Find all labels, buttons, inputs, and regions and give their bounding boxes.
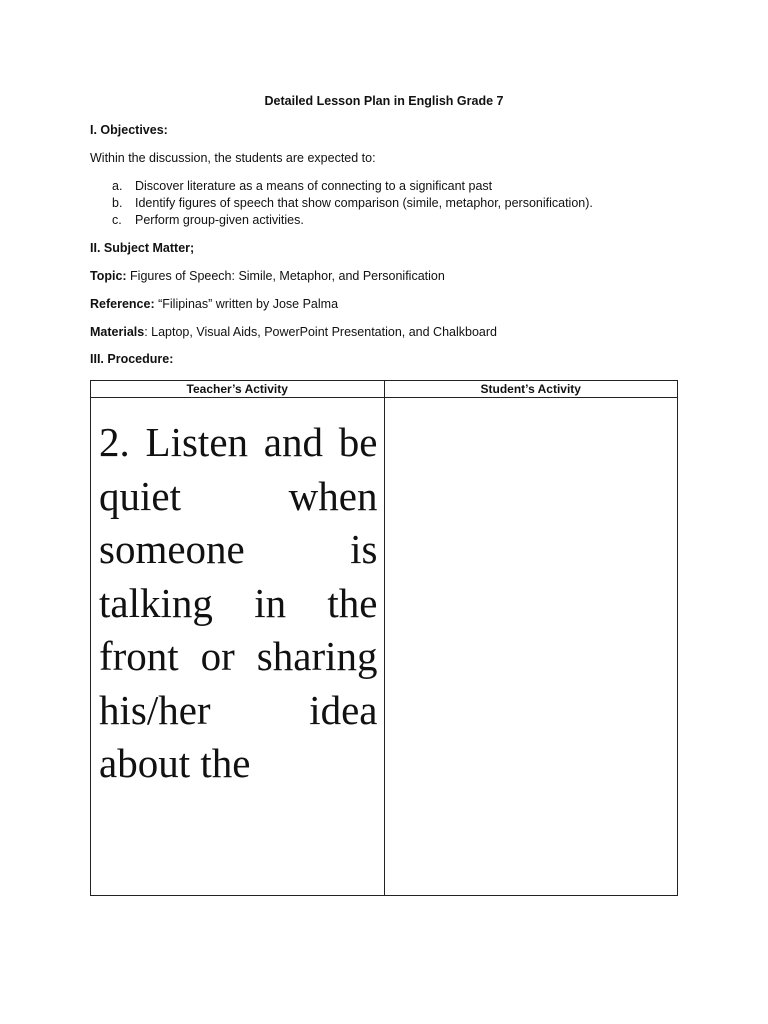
teacher-activity-header: Teacher’s Activity (91, 381, 385, 398)
list-item: b. Identify figures of speech that show comparison (simile, metaphor, personification). (112, 196, 593, 210)
page-title: Detailed Lesson Plan in English Grade 7 (264, 94, 504, 108)
student-activity-header: Student’s Activity (384, 381, 678, 398)
procedure-heading: III. Procedure: (90, 352, 174, 366)
topic-label: Topic: (90, 269, 127, 283)
list-item: a. Discover literature as a means of connecting to a significant past (112, 179, 493, 193)
table-row (91, 398, 678, 896)
table-header-row (91, 381, 678, 398)
materials-label: Materials (90, 325, 145, 339)
teacher-activity-cell (91, 398, 385, 896)
subject-matter-heading: II. Subject Matter; (90, 241, 195, 255)
list-item: c. Perform group-given activities. (112, 213, 304, 227)
materials-value: : Laptop, Visual Aids, PowerPoint Presentation, and Chalkboard (144, 325, 497, 339)
objectives-heading: I. Objectives: (90, 123, 168, 137)
student-activity-cell (384, 398, 678, 896)
reference-label: Reference: (90, 297, 155, 311)
procedure-table (90, 380, 678, 896)
objectives-intro: Within the discussion, the students are expected to: (90, 151, 376, 165)
teacher-activity-text: 2. Listen and be quiet when someone is talking in the front or sharing his/her idea about the (99, 419, 378, 786)
topic-value: Figures of Speech: Simile, Metaphor, and Personification (126, 269, 445, 283)
reference-line (90, 297, 338, 311)
topic-line (90, 269, 445, 283)
objectives-list (112, 178, 593, 229)
materials-line (90, 325, 497, 339)
reference-value: “Filipinas” written by Jose Palma (154, 297, 339, 311)
